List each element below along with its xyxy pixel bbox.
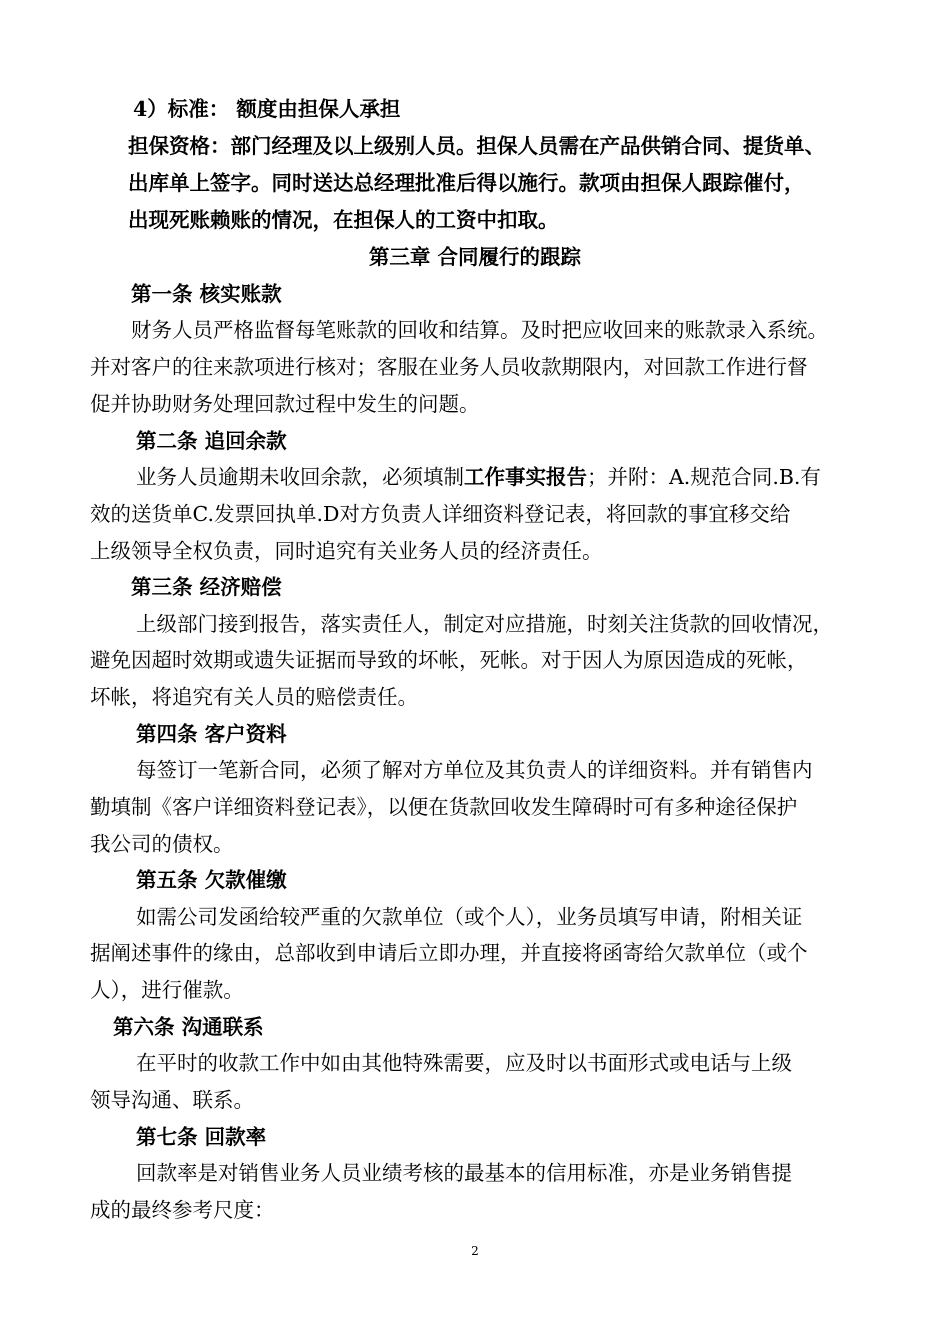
article-heading: 第七条 回款率	[136, 1125, 267, 1149]
paragraph-line: 成的最终参考尺度：	[90, 1198, 275, 1222]
article-heading: 第一条 核实账款	[131, 282, 282, 306]
article-heading: 第五条 欠款催缴	[136, 868, 287, 892]
chapter-title: 第三章 合同履行的跟踪	[368, 245, 582, 269]
article-heading: 第四条 客户资料	[136, 722, 287, 746]
page-number: 2	[471, 1244, 479, 1258]
paragraph-line: 勤填制《客户详细资料登记表》，以便在货款回收发生障碍时可有多种途径保护	[90, 795, 798, 819]
paragraph-line: 每签订一笔新合同，必须了解对方单位及其负责人的详细资料。并有销售内	[136, 758, 813, 782]
article-heading: 第六条 沟通联系	[113, 1015, 264, 1039]
guarantee-line: 出现死账赖账的情况，在担保人的工资中扣取。	[128, 208, 559, 232]
paragraph-line	[136, 464, 821, 490]
paragraph-line: 领导沟通、联系。	[90, 1088, 254, 1112]
paragraph-line: 回款率是对销售业务人员业绩考核的最基本的信用标准，亦是业务销售提	[136, 1161, 792, 1185]
paragraph-line: 在平时的收款工作中如由其他特殊需要，应及时以书面形式或电话与上级	[136, 1051, 792, 1075]
paragraph-line: 效的送货单C.发票回执单.D对方负责人详细资料登记表，将回款的事宜移交给	[90, 502, 791, 526]
paragraph-line: 坏帐，将追究有关人员的赔偿责任。	[90, 685, 418, 709]
paragraph-line: 我公司的债权。	[90, 832, 234, 856]
text-segment: ；并附：A.规范合同.B.有	[587, 465, 821, 489]
paragraph-line: 人），进行催款。	[90, 978, 244, 1002]
paragraph-line: 促并协助财务处理回款过程中发生的问题。	[90, 392, 480, 416]
paragraph-line: 上级部门接到报告，落实责任人，制定对应措施，时刻关注货款的回收情况，	[136, 612, 833, 636]
paragraph-line: 避免因超时效期或遗失证据而导致的坏帐，死帐。对于因人为原因造成的死帐，	[90, 648, 808, 672]
paragraph-line: 财务人员严格监督每笔账款的回收和结算。及时把应收回来的账款录入系统。	[131, 318, 828, 342]
paragraph-line: 据阐述事件的缘由，总部收到申请后立即办理，并直接将函寄给欠款单位（或个	[90, 941, 808, 965]
paragraph-line: 上级领导全权负责，同时追究有关业务人员的经济责任。	[90, 539, 603, 563]
text-segment: 业务人员逾期未收回余款，必须填制	[136, 465, 464, 489]
report-name: 工作事实报告	[464, 465, 587, 489]
standard-line: 4）标准： 额度由担保人承担	[133, 97, 401, 121]
article-heading: 第三条 经济赔偿	[131, 575, 282, 599]
article-heading: 第二条 追回余款	[136, 429, 287, 453]
paragraph-line: 并对客户的往来款项进行核对；客服在业务人员收款期限内，对回款工作进行督	[90, 355, 808, 379]
paragraph-line: 如需公司发函给较严重的欠款单位（或个人），业务员填写申请，附相关证	[136, 905, 803, 929]
guarantee-line: 担保资格：部门经理及以上级别人员。担保人员需在产品供销合同、提货单、	[128, 134, 825, 158]
guarantee-line: 出库单上签字。同时送达总经理批准后得以施行。款项由担保人跟踪催付，	[128, 171, 805, 195]
